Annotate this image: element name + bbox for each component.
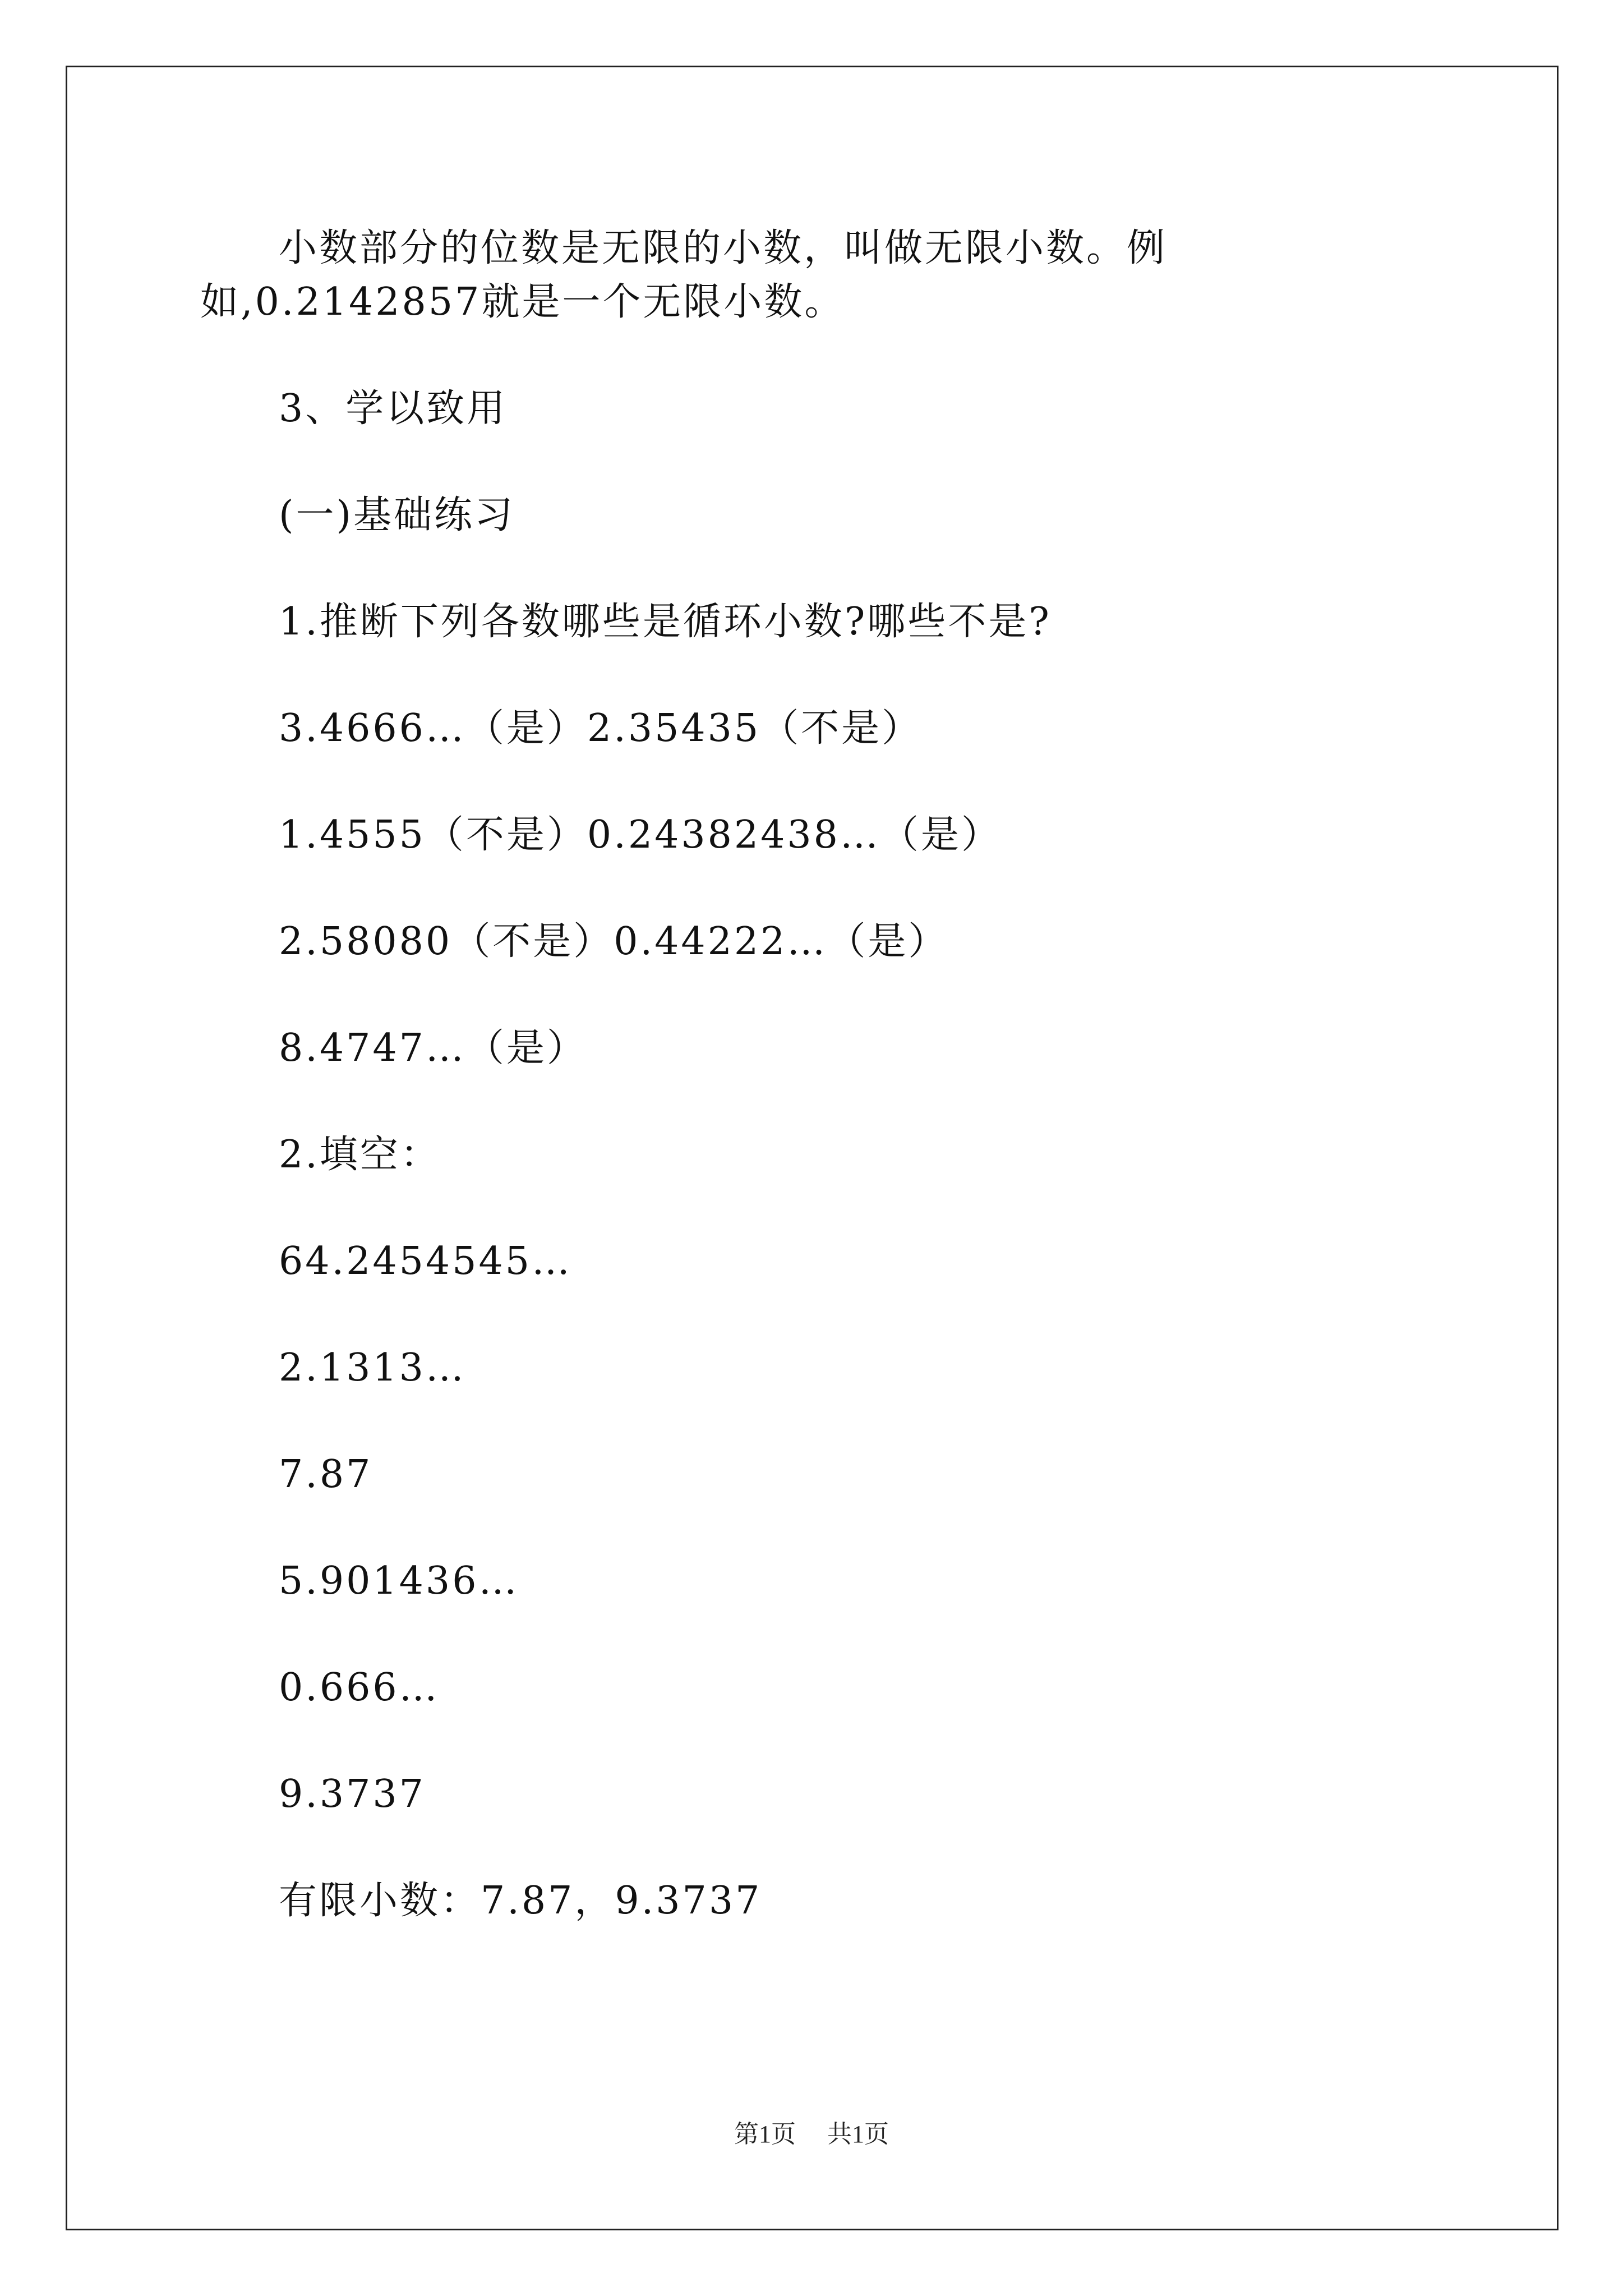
- finite-decimals-answer: 有限小数：7.87，9.3737: [279, 1879, 762, 1923]
- document-body: [200, 222, 1434, 1981]
- question-1: 1.推断下列各数哪些是循环小数?哪些不是?: [279, 600, 1052, 644]
- number-item: 0.666…: [279, 1665, 440, 1710]
- page-total: 共1页: [827, 2120, 889, 2148]
- question-2: 2.填空：: [279, 1133, 441, 1177]
- answer-line-2: 1.4555（不是）0.24382438…（是）: [279, 813, 1002, 857]
- subsection-heading-basic-practice: (一)基础练习: [279, 493, 515, 537]
- number-item: 5.901436…: [279, 1559, 519, 1603]
- number-item: 9.3737: [279, 1772, 426, 1816]
- answer-line-4: 8.4747…（是）: [279, 1026, 587, 1070]
- answer-line-3: 2.58080（不是）0.44222…（是）: [279, 919, 949, 964]
- number-item: 7.87: [279, 1452, 373, 1497]
- number-item: 64.2454545…: [279, 1239, 572, 1283]
- answer-line-1: 3.4666…（是）2.35435（不是）: [279, 706, 923, 751]
- number-item: 2.1313…: [279, 1346, 466, 1390]
- page-number: 第1页: [734, 2120, 796, 2148]
- page-footer: [0, 2114, 1623, 2150]
- section-heading-apply: 3、学以致用: [279, 386, 508, 431]
- paragraph-infinite-decimal-definition: 小数部分的位数是无限的小数，叫做无限小数。例如,0.2142857就是一个无限小数。: [200, 226, 1168, 324]
